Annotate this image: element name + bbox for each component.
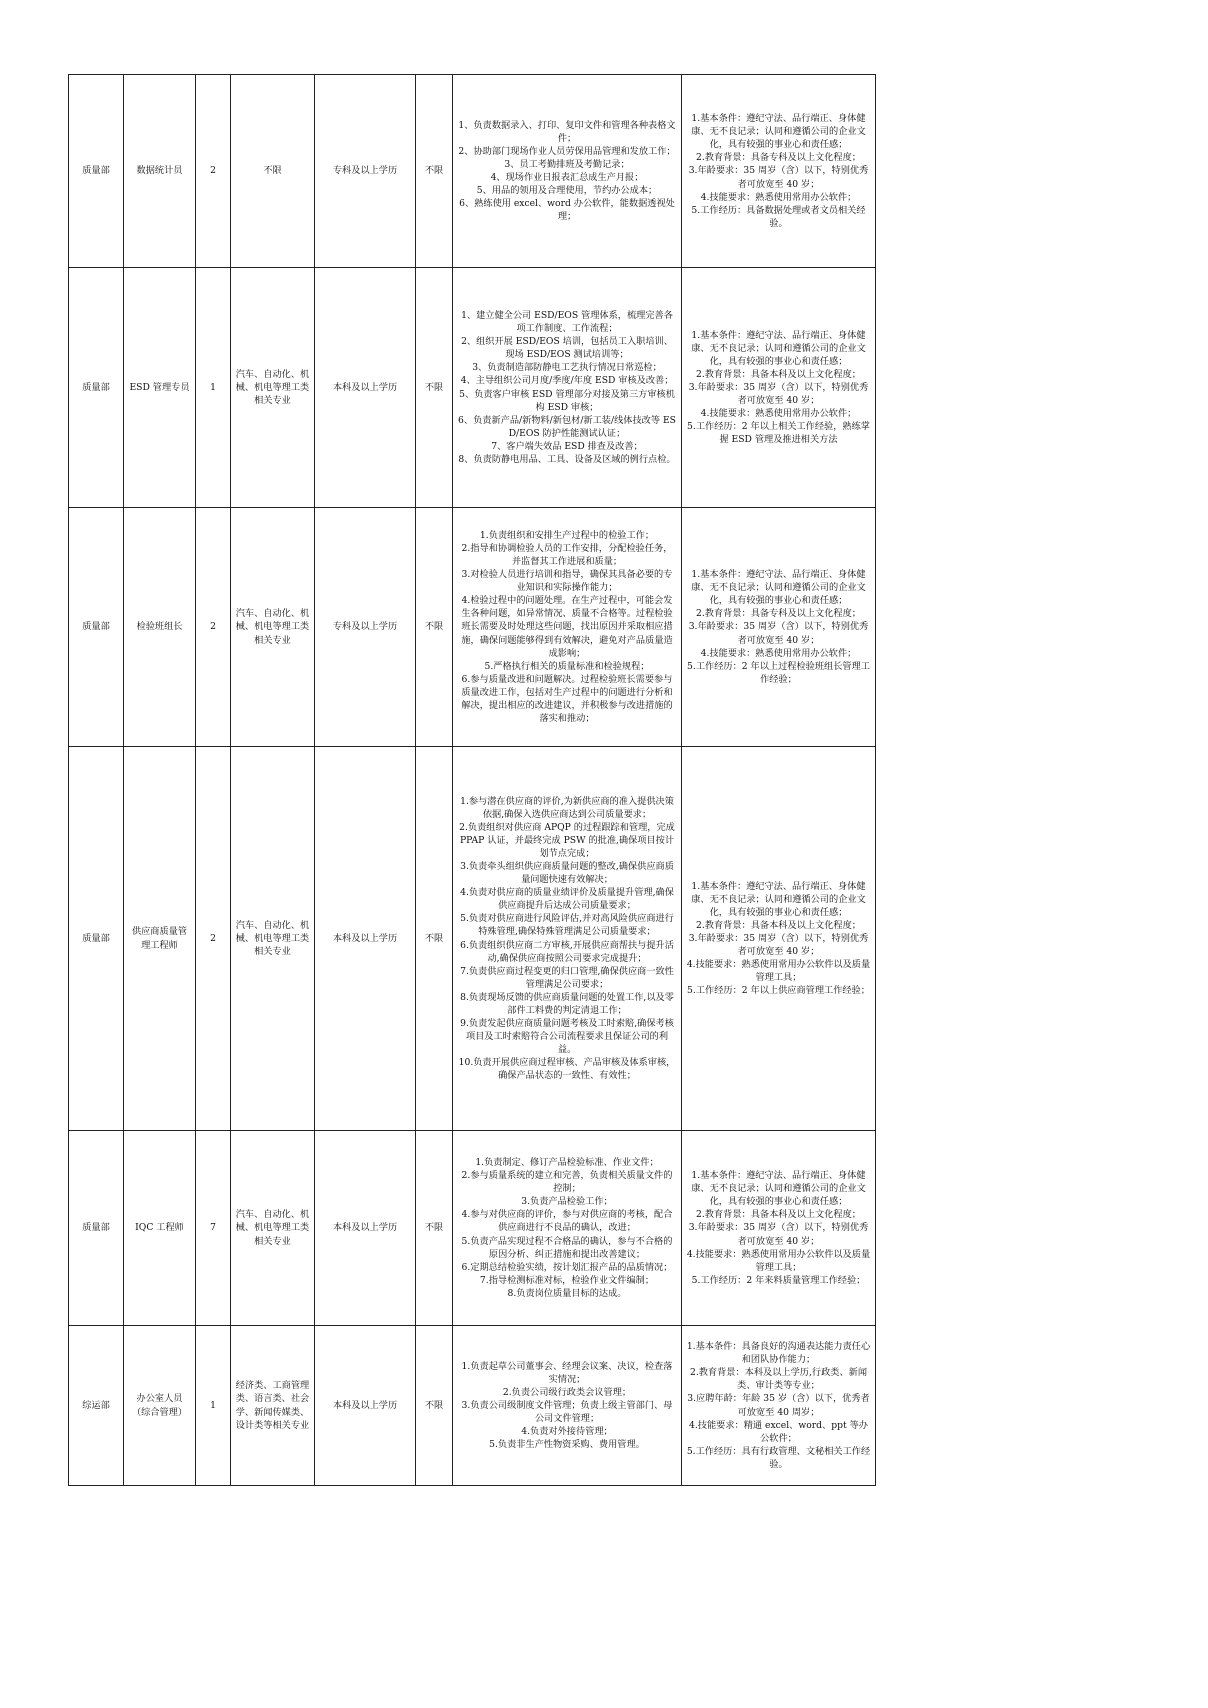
- other-requirement-cell: [416, 508, 453, 747]
- education-cell: [315, 747, 416, 1131]
- duty-line: 4、现场作业日报表汇总成生产月报；: [490, 172, 644, 183]
- duty-line: 1.负责制定、修订产品检验标准、作业文件；: [475, 1157, 659, 1169]
- duty-line: 9.负责发起供应商质量问题考核及工时索赔,确保考核项目及工时索赔符合公司流程要求且保证公司的利益。: [460, 1017, 674, 1055]
- headcount-cell: [196, 268, 231, 508]
- department-cell: [69, 747, 124, 1131]
- department-cell-text: 综运部: [82, 1399, 110, 1411]
- table-row: [69, 75, 876, 268]
- other-requirement-cell-text: 不限: [424, 1222, 444, 1234]
- duty-line: 6.负责组织供应商二方审核,开展供应商帮扶与提升活动,确保供应商按照公司要求完成提升；: [460, 939, 674, 964]
- duty-line: 1、建立健全公司 ESD/EOS 管理体系，梳理完善各项工作制度、工作流程；: [461, 310, 673, 335]
- headcount-cell-text: 2: [210, 621, 216, 633]
- duty-line: 6、熟练使用 excel、word 办公软件，能数据透视处理；: [459, 198, 675, 223]
- headcount-cell-text: 7: [210, 1222, 216, 1234]
- duties-cell: [453, 747, 682, 1131]
- duties-cell: [453, 1326, 682, 1486]
- department-cell: [69, 1326, 124, 1486]
- duty-line: 4.检验过程中的问题处理。在生产过程中，可能会发生各种问题，如异常情况、质量不合格等。过程检验班长需要及时处理这些问题，找出原因并采取相应措施，确保问题能够得到有效解决，避免对产品质量造成影响；: [461, 595, 673, 659]
- duty-line: 1.负责组织和安排生产过程中的检验工作；: [479, 530, 655, 542]
- duty-line: 5、用品的领用及合理使用，节约办公成本；: [476, 185, 658, 197]
- requirements-cell: [682, 268, 876, 508]
- duty-line: 5.负责产品实现过程不合格品的确认，参与不合格的原因分析、纠正措施和提出改善建议；: [461, 1235, 673, 1260]
- duty-line: 4.负责对供应商的质量业绩评价及质量提升管理,确保供应商提升后达成公司质量要求；: [460, 887, 674, 912]
- position-cell-text: 数据统计员: [136, 165, 183, 177]
- education-cell: [315, 1326, 416, 1486]
- education-cell-text: 本科及以上学历: [332, 932, 398, 944]
- table-body: [69, 75, 876, 1486]
- duty-line: 7、客户端失效品 ESD 排查及改善；: [491, 440, 643, 452]
- other-requirement-cell-text: 不限: [424, 381, 444, 393]
- education-cell: [315, 508, 416, 747]
- other-requirement-cell-text: 不限: [424, 1399, 444, 1411]
- requirements-cell: [682, 75, 876, 268]
- position-cell: [124, 1326, 196, 1486]
- major-cell: [231, 1131, 315, 1326]
- duty-line: 8.负责现场反馈的供应商质量问题的处置工作,以及零部件工料费的判定清退工作；: [460, 991, 674, 1016]
- department-cell-text: 质量部: [82, 165, 110, 177]
- duty-line: 6.定期总结检验实绩，按计划汇报产品的品质情况；: [461, 1261, 673, 1273]
- headcount-cell: [196, 747, 231, 1131]
- duty-line: 1.负责起草公司董事会、经理会议案、决议，检查落实情况；: [461, 1360, 673, 1385]
- duty-line: 5.负责非生产性物资采购、费用管理。: [489, 1439, 645, 1451]
- position-cell: [124, 747, 196, 1131]
- duties-cell: [453, 508, 682, 747]
- position-cell: [124, 268, 196, 508]
- duty-line: 5.负责对供应商进行风险评估,并对高风险供应商进行特殊管理,确保特殊管理满足公司质量要求；: [460, 913, 674, 938]
- education-cell-text: 本科及以上学历: [332, 381, 398, 393]
- major-cell-text: 不限: [263, 165, 282, 177]
- requirements-cell: [682, 1131, 876, 1326]
- major-cell: [231, 508, 315, 747]
- duty-line: 7.指导检测标准对标，检验作业文件编制；: [479, 1274, 655, 1286]
- duty-line: 8.负责岗位质量目标的达成。: [507, 1287, 627, 1299]
- table-row: [69, 747, 876, 1131]
- requirement-line: 2.教育背景：具备专科及以上文化程度；: [696, 152, 861, 164]
- headcount-cell-text: 1: [210, 381, 216, 393]
- education-cell: [315, 1131, 416, 1326]
- duty-line: 3.负责公司级制度文件管理；负责上级主管部门、母公司文件管理；: [461, 1399, 673, 1425]
- other-requirement-cell: [416, 268, 453, 508]
- requirement-line: 5.工作经历：具备数据处理或者文员相关经验。: [691, 204, 866, 229]
- requirement-line: 1.基本条件：具备良好的沟通表达能力责任心和团队协作能力；: [686, 1341, 871, 1366]
- table-row: [69, 268, 876, 508]
- requirement-line: 4.技能要求：熟悉使用常用办公软件；: [700, 408, 857, 420]
- duty-line: 10.负责开展供应商过程审核、产品审核及体系审核，确保产品状态的一致性、有效性；: [458, 1057, 676, 1082]
- requirement-line: 2.教育背景：本科及以上学历,行政类、新闻类、审计类等专业；: [689, 1367, 868, 1392]
- requirement-line: 4.技能要求：熟悉使用常用办公软件；: [700, 647, 857, 659]
- major-cell: [231, 75, 315, 268]
- position-cell-text: 办公室人员（综合管理）: [131, 1393, 188, 1418]
- table-row: [69, 1131, 876, 1326]
- requirements-cell: [682, 747, 876, 1131]
- department-cell: [69, 1131, 124, 1326]
- duty-line: 3.负责产品检验工作；: [521, 1196, 613, 1208]
- requirement-line: 5.工作经历：2 年以上过程检验班组长管理工作经验；: [687, 660, 870, 685]
- duty-line: 3、员工考勤排班及考勤记录；: [504, 158, 630, 170]
- other-requirement-cell-text: 不限: [424, 621, 444, 633]
- education-cell-text: 本科及以上学历: [332, 1399, 398, 1411]
- requirement-line: 5.工作经历：2 年以上供应商管理工作经验；: [687, 985, 870, 997]
- requirement-line: 3.年龄要求：35 周岁（含）以下，特别优秀者可放宽至 40 岁；: [688, 1222, 869, 1247]
- department-cell-text: 质量部: [82, 621, 110, 633]
- duties-cell: [453, 75, 682, 268]
- other-requirement-cell: [416, 747, 453, 1131]
- duties-cell: [453, 1131, 682, 1326]
- requirement-line: 5.工作经历：2 年来料质量管理工作经验；: [691, 1274, 866, 1286]
- department-cell: [69, 508, 124, 747]
- duty-line: 2.负责组织对供应商 APQP 的过程跟踪和管理，完成 PPAP 认证，并最终完成 PSW 的批准,确保项目按计划节点完成；: [459, 821, 675, 860]
- headcount-cell: [196, 508, 231, 747]
- position-cell-text: ESD 管理专员: [129, 381, 190, 393]
- other-requirement-cell: [416, 1131, 453, 1326]
- table-row: [69, 1326, 876, 1486]
- duty-line: 2、协助部门现场作业人员劳保用品管理和发放工作；: [458, 145, 676, 157]
- requirement-line: 3.年龄要求：35 周岁（含）以下，特别优秀者可放宽至 40 岁；: [688, 621, 869, 646]
- headcount-cell: [196, 1326, 231, 1486]
- department-cell-text: 质量部: [82, 1222, 110, 1234]
- duty-line: 6.参与质量改进和问题解决。过程检验班长需要参与质量改进工作，包括对生产过程中的问题进行分析和解决，提出相应的改进建议，并积极参与改进措施的落实和推动；: [461, 673, 673, 724]
- position-cell-text: 检验班组长: [136, 621, 183, 633]
- other-requirement-cell-text: 不限: [424, 932, 444, 944]
- other-requirement-cell: [416, 75, 453, 268]
- position-cell-text: 供应商质量管理工程师: [131, 926, 188, 951]
- major-cell: [231, 268, 315, 508]
- major-cell-text: 汽车、自动化、机械、机电等理工类相关专业: [235, 368, 310, 407]
- headcount-cell-text: 2: [210, 165, 216, 177]
- major-cell: [231, 747, 315, 1131]
- education-cell: [315, 75, 416, 268]
- major-cell: [231, 1326, 315, 1486]
- major-cell-text: 汽车、自动化、机械、机电等理工类相关专业: [235, 608, 310, 646]
- department-cell: [69, 75, 124, 268]
- duty-line: 5.严格执行相关的质量标准和检验规程；: [484, 660, 650, 672]
- position-cell-text: IQC 工程师: [135, 1222, 184, 1234]
- requirement-line: 4.技能要求：熟悉使用常用办公软件以及质量管理工具；: [686, 959, 871, 984]
- duty-line: 3.负责牵头组织供应商质量问题的整改,确保供应商质量问题快速有效解决；: [460, 861, 674, 886]
- requirement-line: 1.基本条件：遵纪守法、品行端正、身体健康、无不良记录；认同和遵循公司的企业文化，具有较强的事业心和责任感；: [691, 329, 866, 367]
- requirement-line: 5.工作经历：2 年以上相关工作经验，熟练掌握 ESD 管理及推进相关方法: [687, 421, 870, 446]
- requirement-line: 2.教育背景：具备本科及以上文化程度；: [696, 1209, 861, 1221]
- headcount-cell: [196, 1131, 231, 1326]
- headcount-cell: [196, 75, 231, 268]
- table-row: [69, 508, 876, 747]
- duty-line: 8、负责防静电用品、工具、设备及区域的例行点检。: [458, 453, 676, 465]
- education-cell-text: 专科及以上学历: [332, 621, 398, 633]
- other-requirement-cell: [416, 1326, 453, 1486]
- other-requirement-cell-text: 不限: [424, 165, 444, 177]
- duty-line: 7.负责供应商过程变更的归口管理,确保供应商一致性管理满足公司要求；: [460, 965, 674, 990]
- requirement-line: 4.技能要求：熟悉使用常用办公软件以及质量管理工具；: [686, 1248, 871, 1273]
- duty-line: 6、负责新产品/新物料/新包材/新工装/线体技改等 ESD/EOS 防护性能测试认证；: [458, 414, 676, 439]
- requirement-line: 2.教育背景：具备专科及以上文化程度；: [696, 608, 861, 620]
- headcount-cell-text: 1: [210, 1399, 216, 1411]
- duty-line: 4.负责对外接待管理；: [521, 1426, 613, 1438]
- requirement-line: 4.技能要求：熟悉使用常用办公软件；: [700, 191, 857, 203]
- education-cell: [315, 268, 416, 508]
- requirement-line: 1.基本条件：遵纪守法、品行端正、身体健康、无不良记录；认同和遵循公司的企业文化，具有较强的事业心和责任感；: [691, 113, 866, 151]
- duty-line: 4.参与对供应商的评价，参与对供应商的考核，配合供应商进行不良品的确认，改进；: [461, 1209, 673, 1234]
- duty-line: 1、负责数据录入、打印、复印文件和管理各种表格文件；: [458, 119, 676, 144]
- requirements-cell: [682, 508, 876, 747]
- duty-line: 5、负责客户审核 ESD 管理部分对接及第三方审核机构 ESD 审核；: [459, 388, 675, 413]
- major-cell-text: 汽车、自动化、机械、机电等理工类相关专业: [235, 1209, 310, 1247]
- position-cell: [124, 508, 196, 747]
- department-cell-text: 质量部: [82, 932, 110, 944]
- major-cell-text: 经济类、工商管理类、语言类、社会学、新闻传媒类、设计类等相关专业: [235, 1380, 310, 1431]
- duty-line: 3、负责制造部防静电工艺执行情况日常巡检；: [472, 362, 662, 374]
- requirement-line: 2.教育背景：具备本科及以上文化程度；: [696, 368, 861, 380]
- education-cell-text: 专科及以上学历: [332, 165, 398, 177]
- duty-line: 2.参与质量系统的建立和完善，负责相关质量文件的控制；: [461, 1170, 673, 1195]
- requirement-line: 1.基本条件：遵纪守法、品行端正、身体健康、无不良记录；认同和遵循公司的企业文化，具有较强的事业心和责任感；: [691, 569, 866, 607]
- department-cell-text: 质量部: [82, 381, 110, 393]
- major-cell-text: 汽车、自动化、机械、机电等理工类相关专业: [235, 919, 310, 958]
- requirement-line: 3.应聘年龄：年龄 35 岁（含）以下，优秀者可放宽至 40 周岁；: [687, 1393, 870, 1418]
- department-cell: [69, 268, 124, 508]
- requirement-line: 3.年龄要求：35 周岁（含）以下，特别优秀者可放宽至 40 岁；: [688, 381, 869, 407]
- duty-line: 3.对检验人员进行培训和指导，确保其具备必要的专业知识和实际操作能力；: [461, 569, 673, 594]
- duties-cell: [453, 268, 682, 508]
- duty-line: 2.指导和协调检验人员的工作安排，分配检验任务，并监督其工作进展和质量；: [461, 543, 673, 568]
- requirement-line: 1.基本条件：遵纪守法、品行端正、身体健康、无不良记录；认同和遵循公司的企业文化，具有较强的事业心和责任感；: [691, 880, 866, 918]
- headcount-cell-text: 2: [210, 932, 216, 944]
- requirement-line: 5.工作经历：具有行政管理、文秘相关工作经验。: [686, 1445, 871, 1470]
- requirement-line: 1.基本条件：遵纪守法、品行端正、身体健康、无不良记录；认同和遵循公司的企业文化，具有较强的事业心和责任感；: [691, 1170, 866, 1208]
- duty-line: 2.负责公司级行政类会议管理；: [502, 1386, 632, 1398]
- requirement-line: 4.技能要求：精通 excel、word、ppt 等办公软件；: [689, 1419, 868, 1444]
- education-cell-text: 本科及以上学历: [332, 1222, 398, 1234]
- position-cell: [124, 75, 196, 268]
- duty-line: 1.参与潜在供应商的评价,为新供应商的准入提供决策依据,确保入选供应商达到公司质量要求；: [460, 795, 674, 820]
- requirement-line: 2.教育背景：具备本科及以上文化程度；: [696, 919, 861, 931]
- job-requirements-table: [68, 74, 876, 1486]
- requirement-line: 3.年龄要求：35 周岁（含）以下，特别优秀者可放宽至 40 岁；: [688, 165, 869, 190]
- position-cell: [124, 1131, 196, 1326]
- requirement-line: 3.年龄要求：35 周岁（含）以下，特别优秀者可放宽至 40 岁；: [688, 932, 869, 958]
- duty-line: 2、组织开展 ESD/EOS 培训，包括员工入职培训、现场 ESD/EOS 测试培训等；: [461, 336, 673, 361]
- duty-line: 4、主导组织公司月度/季度/年度 ESD 审核及改善；: [460, 375, 674, 387]
- requirements-cell: [682, 1326, 876, 1486]
